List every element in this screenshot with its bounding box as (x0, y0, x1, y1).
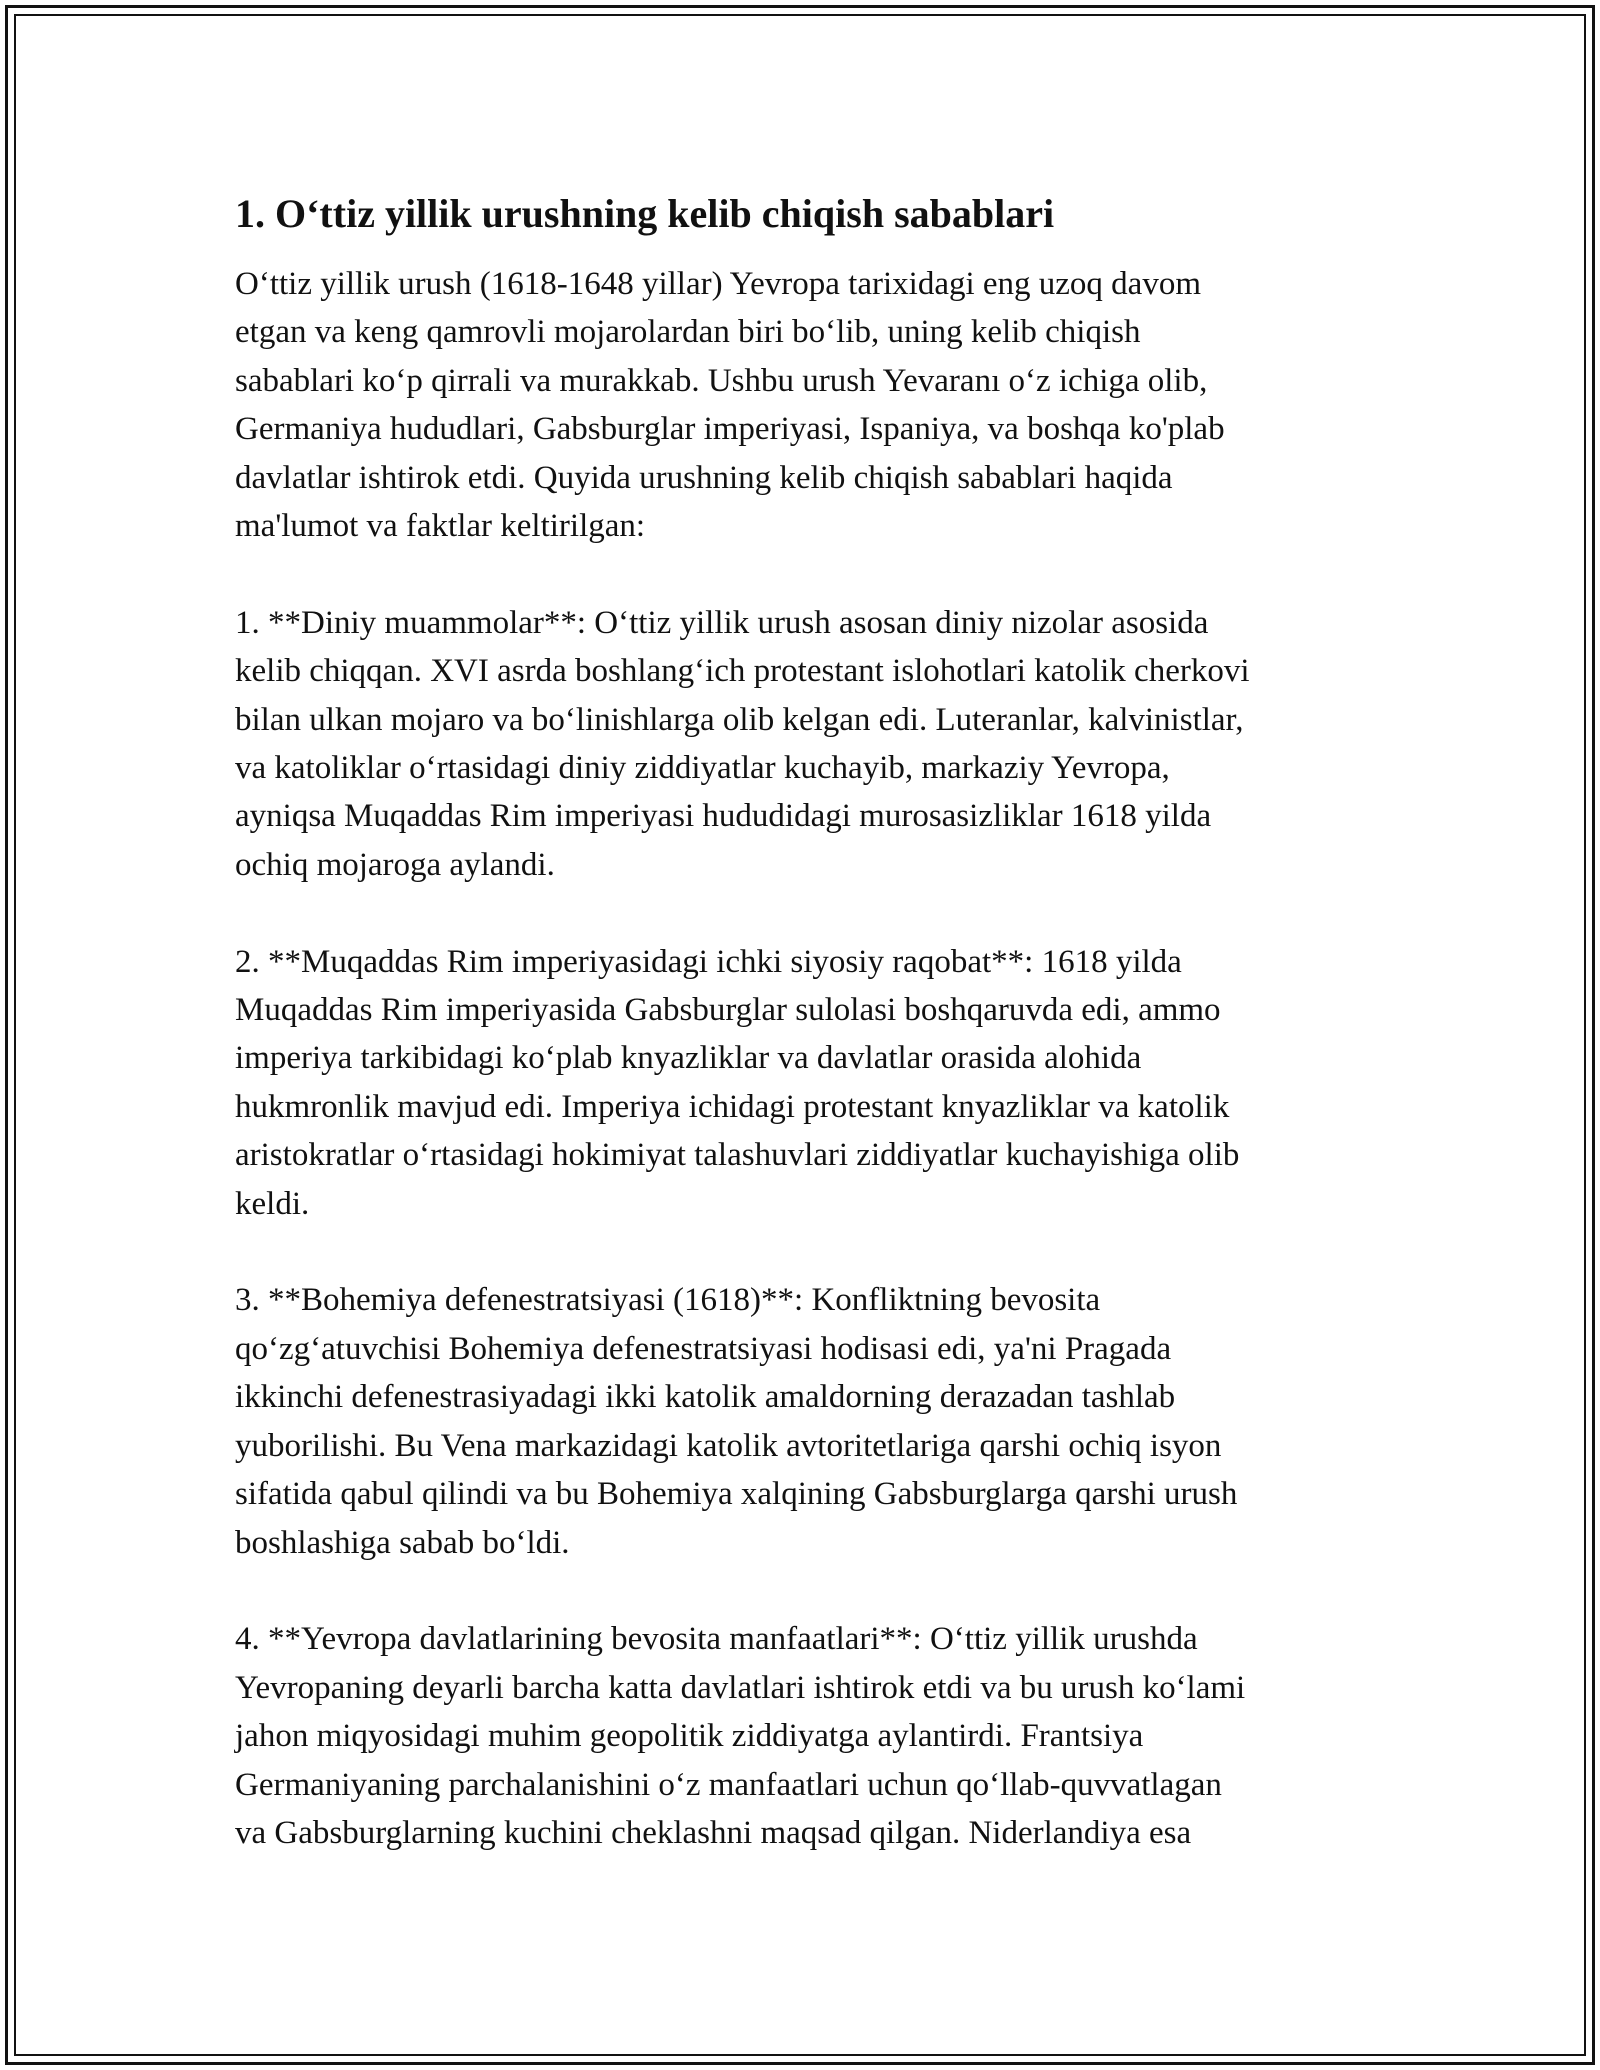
section-heading: 1. O‘ttiz yillik urushning kelib chiqish sabablari (235, 191, 1055, 236)
text-line: 4. **Yevropa davlatlarining bevosita manfaatlari**: O‘ttiz yillik urushda (235, 1621, 1198, 1658)
text-line: Yevropaning deyarli barcha katta davlatlari ishtirok etdi va bu urush ko‘lami (235, 1669, 1246, 1706)
text-line: jahon miqyosidagi muhim geopolitik ziddiyatga aylantirdi. Frantsiya (235, 1718, 1144, 1755)
document-body (235, 188, 1385, 1906)
text-line: qo‘zg‘atuvchisi Bohemiya defenestratsiyasi hodisasi edi, ya'ni Pragada (235, 1330, 1172, 1367)
text-line: sabablari ko‘p qirrali va murakkab. Ushbu urush Yevaranı o‘z ichiga olib, (235, 362, 1208, 399)
text-line: bilan ulkan mojaro va bo‘linishlarga olib kelgan edi. Luteranlar, kalvinistlar, (235, 701, 1244, 738)
text-line: 2. **Muqaddas Rim imperiyasidagi ichki siyosiy raqobat**: 1618 yilda (235, 943, 1182, 980)
text-line: 1. **Diniy muammolar**: O‘ttiz yillik urush asosan diniy nizolar asosida (235, 604, 1209, 641)
text-line: ikkinchi defenestrasiyadagi ikki katolik amaldorning derazadan tashlab (235, 1379, 1176, 1416)
text-line: va katoliklar o‘rtasidagi diniy ziddiyatlar kuchayib, markaziy Yevropa, (235, 750, 1170, 787)
text-line: ma'lumot va faktlar keltirilgan: (235, 508, 646, 545)
text-line: yuborilishi. Bu Vena markazidagi katolik avtoritetlariga qarshi ochiq isyon (235, 1427, 1222, 1464)
text-line: ochiq mojaroga aylandi. (235, 846, 555, 883)
text-line: aristokratlar o‘rtasidagi hokimiyat talashuvlari ziddiyatlar kuchayishiga olib (235, 1137, 1240, 1174)
text-line: 3. **Bohemiya defenestratsiyasi (1618)**: Konfliktning bevosita (235, 1282, 1101, 1319)
point-2-paragraph (235, 938, 1385, 1228)
text-line: sifatida qabul qilindi va bu Bohemiya xalqining Gabsburglarga qarshi urush (235, 1476, 1238, 1513)
text-line: boshlashiga sabab bo‘ldi. (235, 1524, 570, 1561)
text-line: va Gabsburglarning kuchini cheklashni maqsad qilgan. Niderlandiya esa (235, 1814, 1192, 1851)
text-line: kelib chiqqan. XVI asrda boshlang‘ich protestant islohotlari katolik cherkovi (235, 653, 1250, 690)
text-line: etgan va keng qamrovli mojarolardan biri bo‘lib, uning kelib chiqish (235, 314, 1141, 351)
text-line: Muqaddas Rim imperiyasida Gabsburglar sulolasi boshqaruvda edi, ammo (235, 992, 1221, 1029)
text-line: imperiya tarkibidagi ko‘plab knyazliklar va davlatlar orasida alohida (235, 1040, 1142, 1077)
text-line: Germaniyaning parchalanishini o‘z manfaatlari uchun qo‘llab-quvvatlagan (235, 1766, 1222, 1803)
text-line: hukmronlik mavjud edi. Imperiya ichidagi protestant knyazliklar va katolik (235, 1088, 1230, 1125)
point-4-paragraph (235, 1615, 1385, 1857)
text-line: keldi. (235, 1185, 310, 1222)
intro-paragraph (235, 260, 1385, 550)
text-line: O‘ttiz yillik urush (1618-1648 yillar) Yevropa tarixidagi eng uzoq davom (235, 266, 1201, 302)
point-1-paragraph (235, 599, 1385, 889)
text-line: davlatlar ishtirok etdi. Quyida urushning kelib chiqish sabablari haqida (235, 459, 1173, 496)
point-3-paragraph (235, 1276, 1385, 1566)
text-line: Germaniya hududlari, Gabsburglar imperiyasi, Ispaniya, va boshqa ko'plab (235, 411, 1225, 448)
text-line: ayniqsa Muqaddas Rim imperiyasi hududidagi murosasizliklar 1618 yilda (235, 798, 1212, 835)
